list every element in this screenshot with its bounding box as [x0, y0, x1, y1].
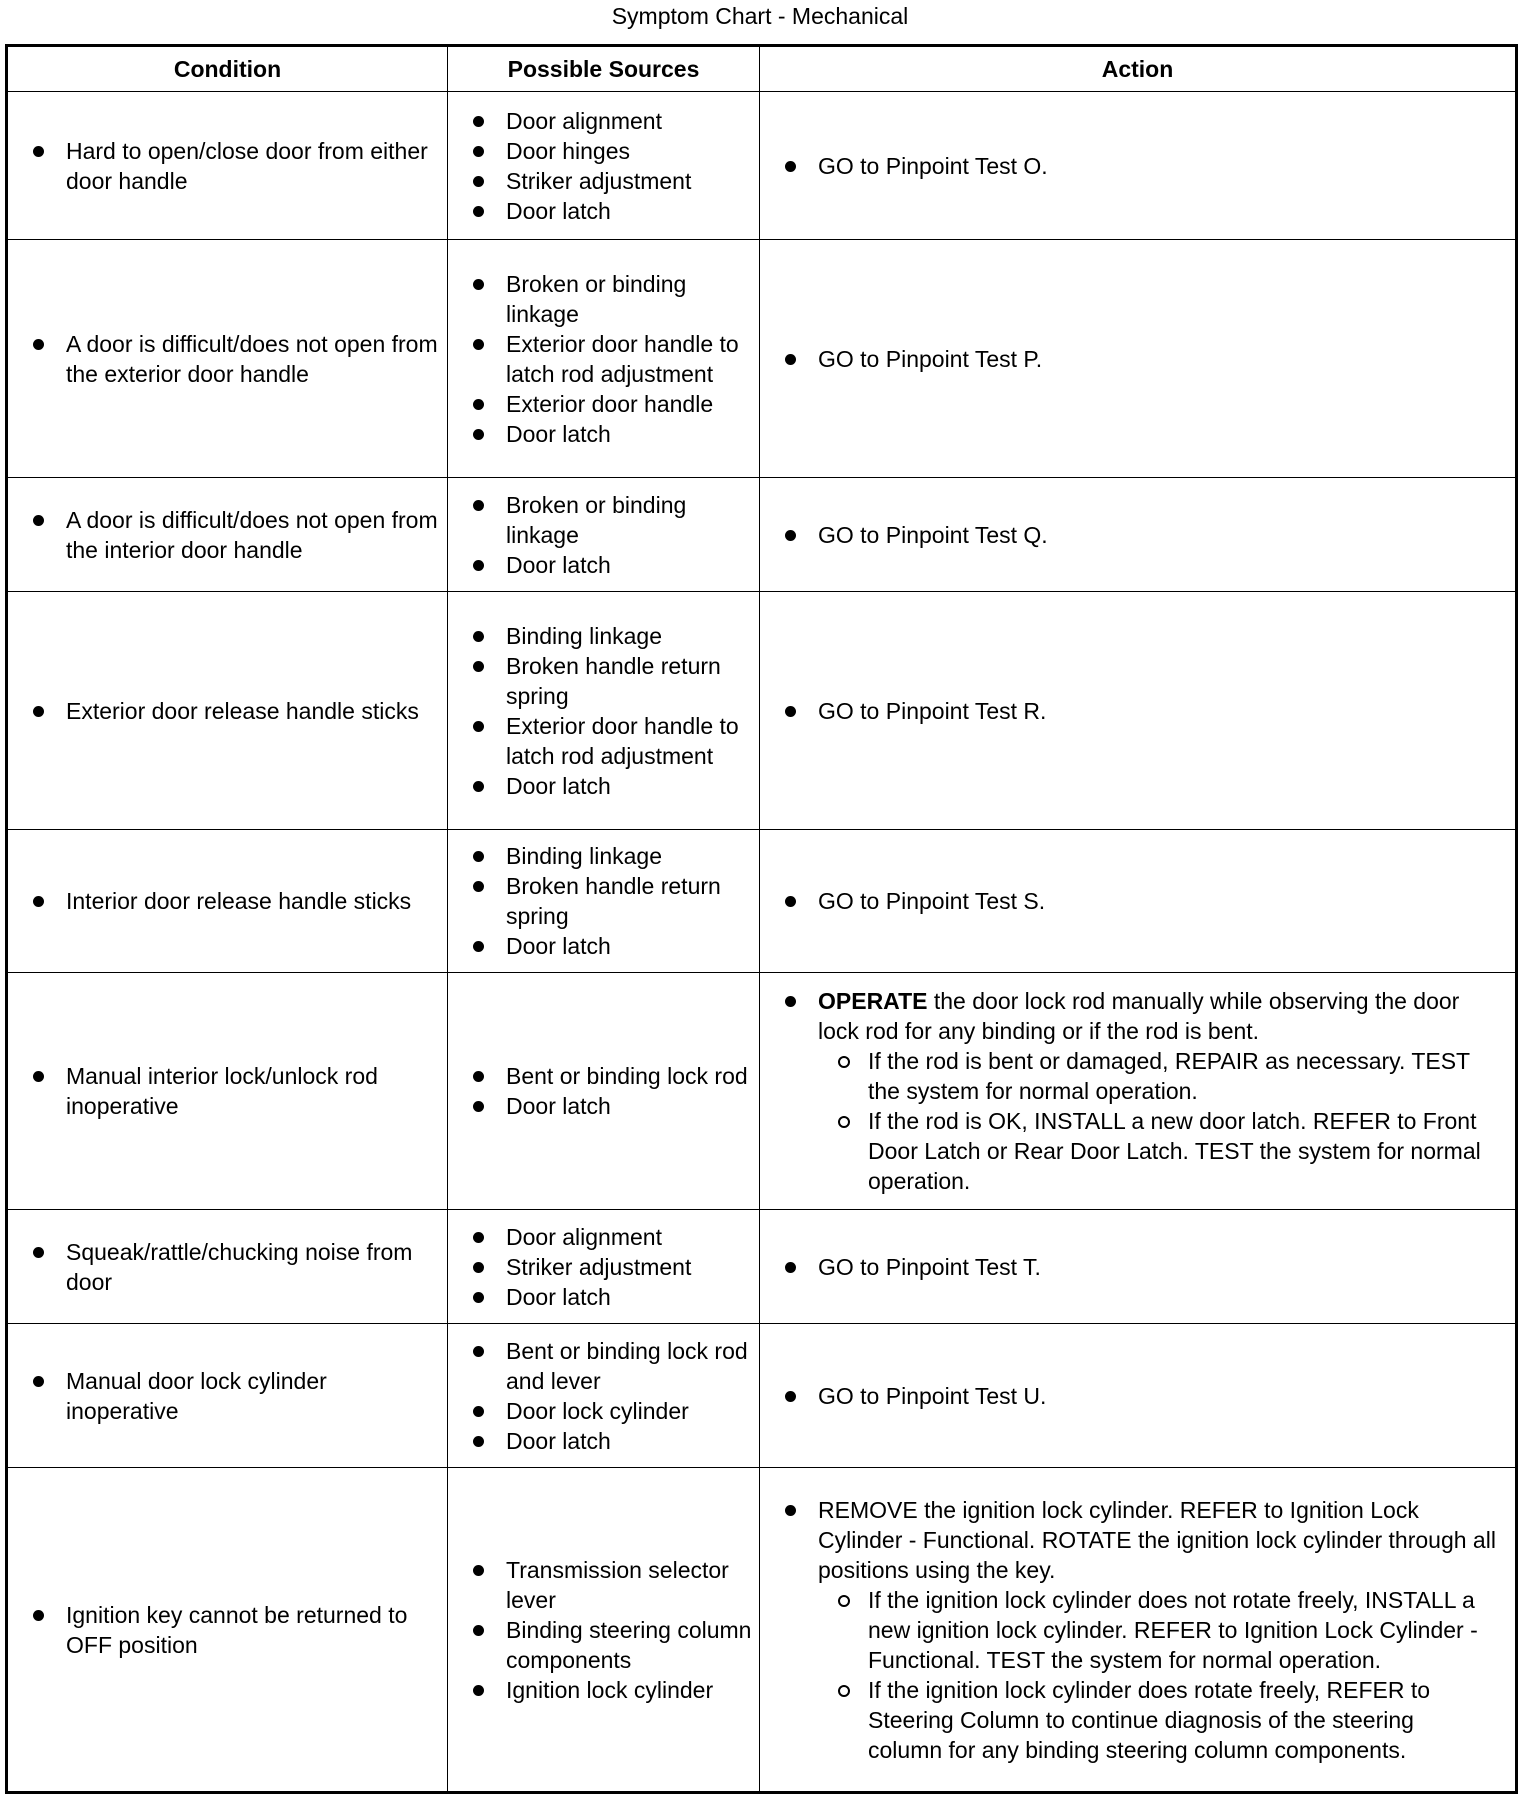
source-item: Transmission selector lever [448, 1555, 759, 1615]
action-text: GO to Pinpoint Test U. [760, 1381, 1515, 1411]
source-item: Striker adjustment [448, 1252, 759, 1282]
condition-text: Squeak/rattle/chucking noise from door [8, 1237, 447, 1297]
source-item: Door latch [448, 196, 759, 226]
condition-text: Manual interior lock/unlock rod inoperative [8, 1061, 447, 1121]
action-cell [760, 92, 1517, 240]
source-item: Broken handle return spring [448, 651, 759, 711]
source-item: Broken or binding linkage [448, 490, 759, 550]
header-action: Action [760, 46, 1517, 92]
condition-cell [7, 478, 448, 592]
action-sub-item: If the rod is bent or damaged, REPAIR as necessary. TEST the system for normal operation. [818, 1046, 1501, 1106]
source-item: Door alignment [448, 1222, 759, 1252]
condition-cell [7, 592, 448, 830]
action-text-rest: the door lock rod manually while observing the door lock rod for any binding or if the rod is bent. [818, 988, 1460, 1044]
sources-cell [448, 592, 760, 830]
header-possible-sources: Possible Sources [448, 46, 760, 92]
action-cell [760, 1324, 1517, 1468]
table-row [7, 830, 1517, 973]
condition-text: A door is difficult/does not open from the interior door handle [8, 505, 447, 565]
source-item: Door hinges [448, 136, 759, 166]
condition-cell [7, 1210, 448, 1324]
condition-cell [7, 92, 448, 240]
source-item: Striker adjustment [448, 166, 759, 196]
action-cell [760, 478, 1517, 592]
condition-cell [7, 973, 448, 1210]
source-item: Door latch [448, 550, 759, 580]
source-item: Door latch [448, 771, 759, 801]
table-row [7, 973, 1517, 1210]
source-item: Bent or binding lock rod and lever [448, 1336, 759, 1396]
header-row [7, 46, 1517, 92]
sources-cell [448, 1324, 760, 1468]
source-item: Exterior door handle to latch rod adjustment [448, 329, 759, 389]
sources-cell [448, 830, 760, 973]
sources-cell [448, 1210, 760, 1324]
source-item: Broken or binding linkage [448, 269, 759, 329]
condition-cell [7, 830, 448, 973]
source-item: Broken handle return spring [448, 871, 759, 931]
action-cell [760, 1210, 1517, 1324]
action-sub-item: If the ignition lock cylinder does rotate freely, REFER to Steering Column to continue diagnosis of the steering column for any binding steering column components. [818, 1675, 1501, 1765]
condition-text: Ignition key cannot be returned to OFF position [8, 1600, 447, 1660]
action-text [760, 1495, 1515, 1765]
condition-text: Exterior door release handle sticks [8, 696, 447, 726]
sources-cell [448, 973, 760, 1210]
action-cell [760, 830, 1517, 973]
action-text: GO to Pinpoint Test O. [760, 151, 1515, 181]
action-text [760, 986, 1515, 1196]
condition-text: Interior door release handle sticks [8, 886, 447, 916]
sources-cell [448, 1468, 760, 1793]
action-cell [760, 240, 1517, 478]
source-item: Exterior door handle to latch rod adjustment [448, 711, 759, 771]
action-text-main: REMOVE the ignition lock cylinder. REFER to Ignition Lock Cylinder - Functional. ROTATE the ignition lock cylinder through all positions using the key. [818, 1496, 1496, 1583]
condition-text: Hard to open/close door from either door handle [8, 136, 447, 196]
action-cell [760, 973, 1517, 1210]
source-item: Door lock cylinder [448, 1396, 759, 1426]
symptom-chart-table [5, 44, 1518, 1794]
header-condition: Condition [7, 46, 448, 92]
source-item: Door latch [448, 1091, 759, 1121]
action-cell [760, 592, 1517, 830]
table-row [7, 592, 1517, 830]
source-item: Door latch [448, 931, 759, 961]
table-row [7, 1210, 1517, 1324]
source-item: Exterior door handle [448, 389, 759, 419]
source-item: Door latch [448, 1282, 759, 1312]
sources-cell [448, 240, 760, 478]
action-text: GO to Pinpoint Test R. [760, 696, 1515, 726]
action-sub-item: If the rod is OK, INSTALL a new door latch. REFER to Front Door Latch or Rear Door Latch. TEST the system for normal operation. [818, 1106, 1501, 1196]
source-item: Door latch [448, 1426, 759, 1456]
condition-text: A door is difficult/does not open from the exterior door handle [8, 329, 447, 389]
table-row [7, 240, 1517, 478]
table-row [7, 1468, 1517, 1793]
action-sub-item: If the ignition lock cylinder does not rotate freely, INSTALL a new ignition lock cylinder. REFER to Ignition Lock Cylinder - Functional. TEST the system for normal operation. [818, 1585, 1501, 1675]
source-item: Ignition lock cylinder [448, 1675, 759, 1705]
table-row [7, 1324, 1517, 1468]
action-cell [760, 1468, 1517, 1793]
condition-cell [7, 1468, 448, 1793]
table-row [7, 478, 1517, 592]
source-item: Binding linkage [448, 841, 759, 871]
action-text: GO to Pinpoint Test T. [760, 1252, 1515, 1282]
table-row [7, 92, 1517, 240]
source-item: Bent or binding lock rod [448, 1061, 759, 1091]
condition-cell [7, 1324, 448, 1468]
sources-cell [448, 478, 760, 592]
source-item: Binding steering column components [448, 1615, 759, 1675]
condition-cell [7, 240, 448, 478]
action-verb: OPERATE [818, 988, 928, 1014]
page-title: Symptom Chart - Mechanical [611, 3, 909, 29]
condition-text: Manual door lock cylinder inoperative [8, 1366, 447, 1426]
action-text: GO to Pinpoint Test Q. [760, 520, 1515, 550]
source-item: Binding linkage [448, 621, 759, 651]
sources-cell [448, 92, 760, 240]
action-text: GO to Pinpoint Test S. [760, 886, 1515, 916]
source-item: Door latch [448, 419, 759, 449]
source-item: Door alignment [448, 106, 759, 136]
action-text: GO to Pinpoint Test P. [760, 344, 1515, 374]
